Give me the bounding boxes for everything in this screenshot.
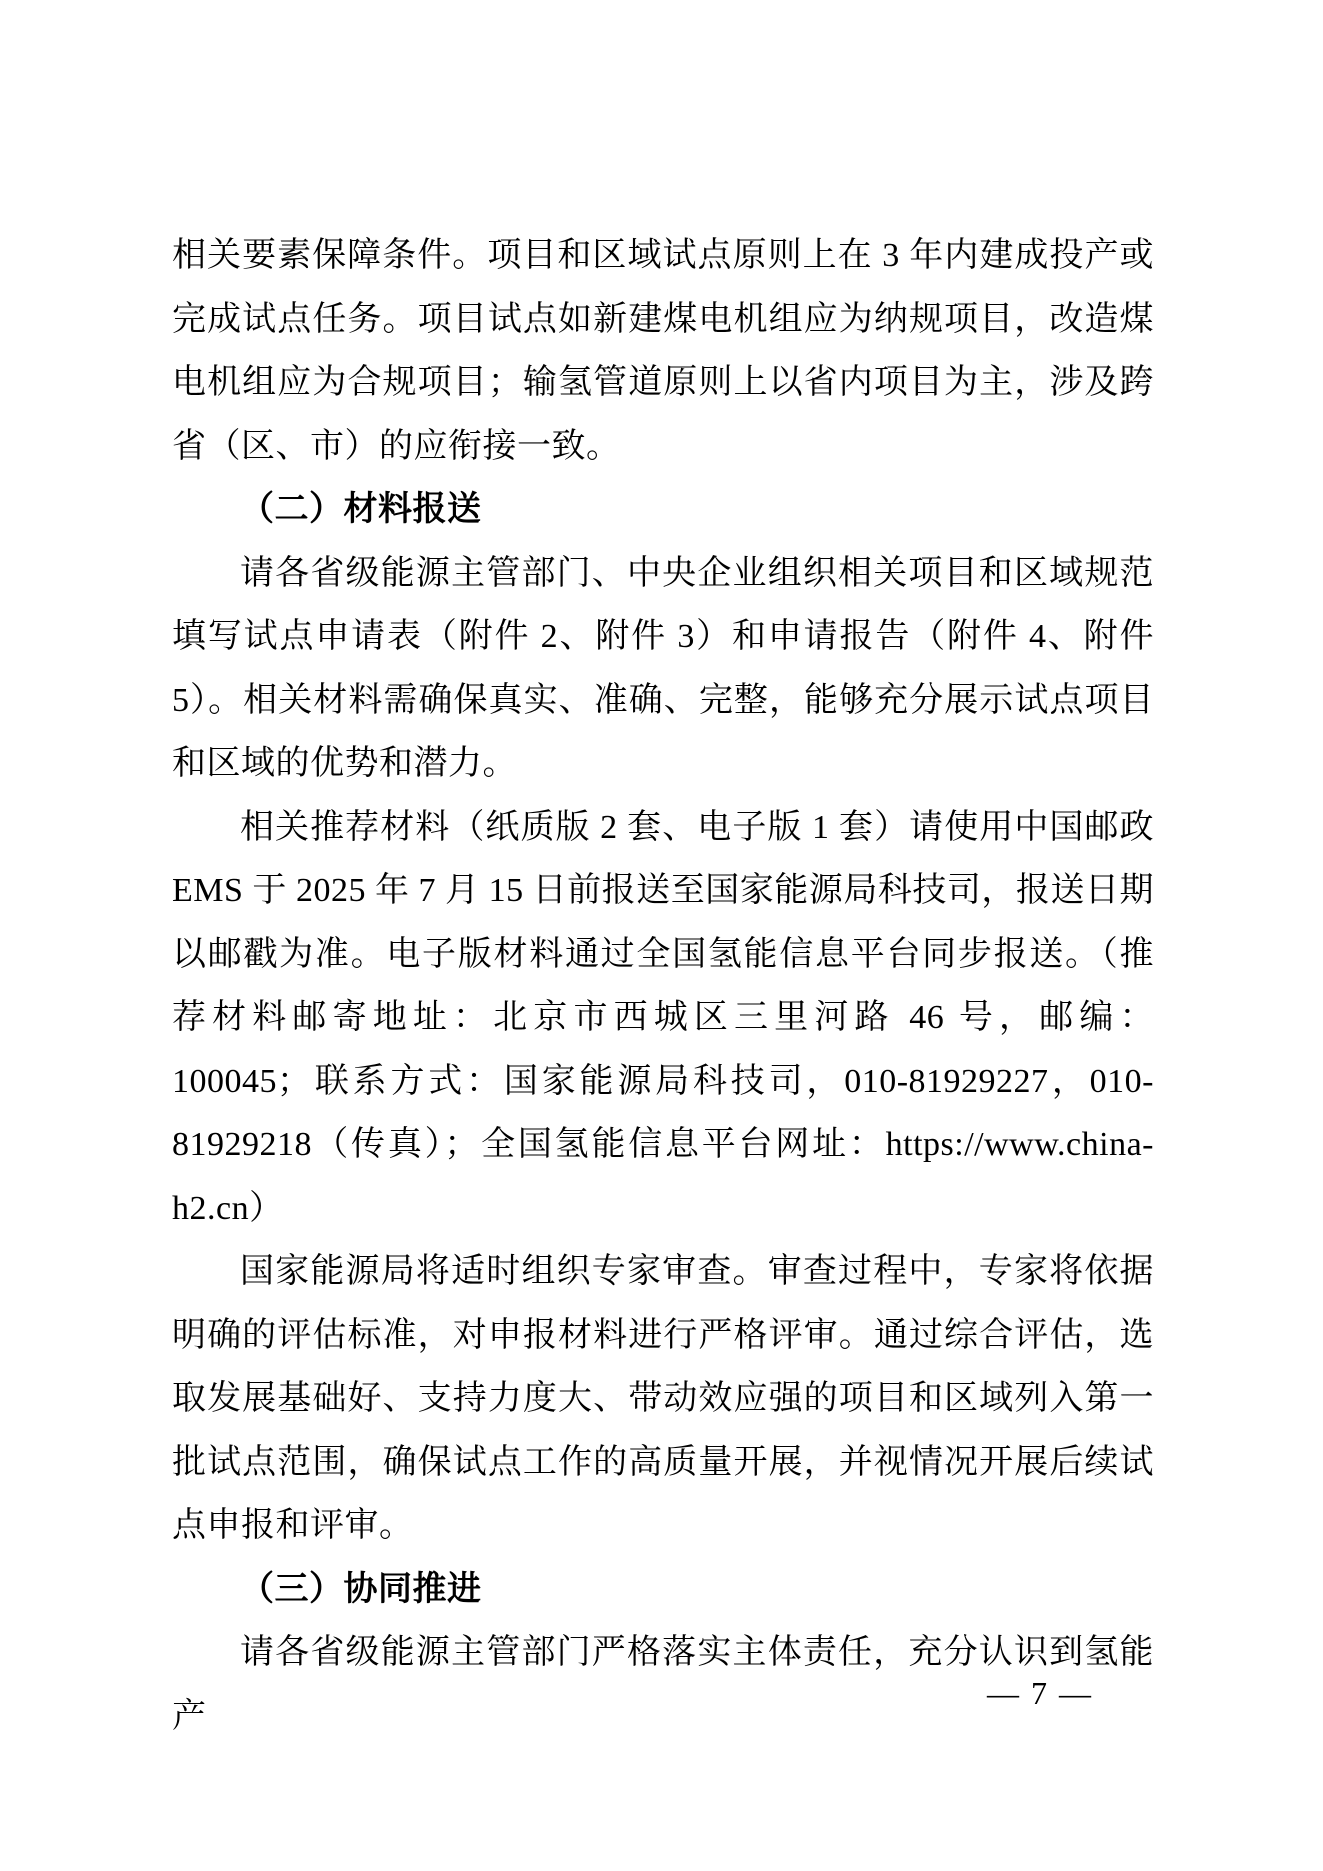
section-heading-coordinated-advancement: （三）协同推进: [240, 1570, 482, 1608]
document-body: [172, 224, 1154, 1748]
body-paragraph-application-forms: 请各省级能源主管部门、中央企业组织相关项目和区域规范填写试点申请表（附件 2、附件 3）和申请报告（附件 4、附件 5）。相关材料需确保真实、准确、完整，能够充分展示试点项目和区域的优势和潜力。: [172, 554, 1154, 782]
body-paragraph-mailing-instructions: 相关推荐材料（纸质版 2 套、电子版 1 套）请使用中国邮政 EMS 于 2025 年 7 月 15 日前报送至国家能源局科技司，报送日期以邮戳为准。电子版材料通过全国氢能信息平台同步报送。（推荐材料邮寄地址：北京市西城区三里河路 46 号，邮编：100045；联系方式：国家能源局科技司，010-81929227，010-81929218（传真）；全国氢能信息平台网址：https://www.china-h2.cn）: [172, 808, 1154, 1227]
body-paragraph-responsibility: 请各省级能源主管部门严格落实主体责任，充分认识到氢能产: [172, 1634, 1154, 1735]
body-paragraph-expert-review: 国家能源局将适时组织专家审查。审查过程中，专家将依据明确的评估标准，对申报材料进行严格评审。通过综合评估，选取发展基础好、支持力度大、带动效应强的项目和区域列入第一批试点范围，确保试点工作的高质量开展，并视情况开展后续试点申报和评审。: [172, 1253, 1154, 1544]
page-number: — 7 —: [987, 1675, 1093, 1711]
body-paragraph-continuation: 相关要素保障条件。项目和区域试点原则上在 3 年内建成投产或完成试点任务。项目试点如新建煤电机组应为纳规项目，改造煤电机组应为合规项目；输氢管道原则上以省内项目为主，涉及跨省（区、市）的应衔接一致。: [172, 237, 1154, 465]
section-heading-material-submission: （二）材料报送: [240, 491, 482, 528]
